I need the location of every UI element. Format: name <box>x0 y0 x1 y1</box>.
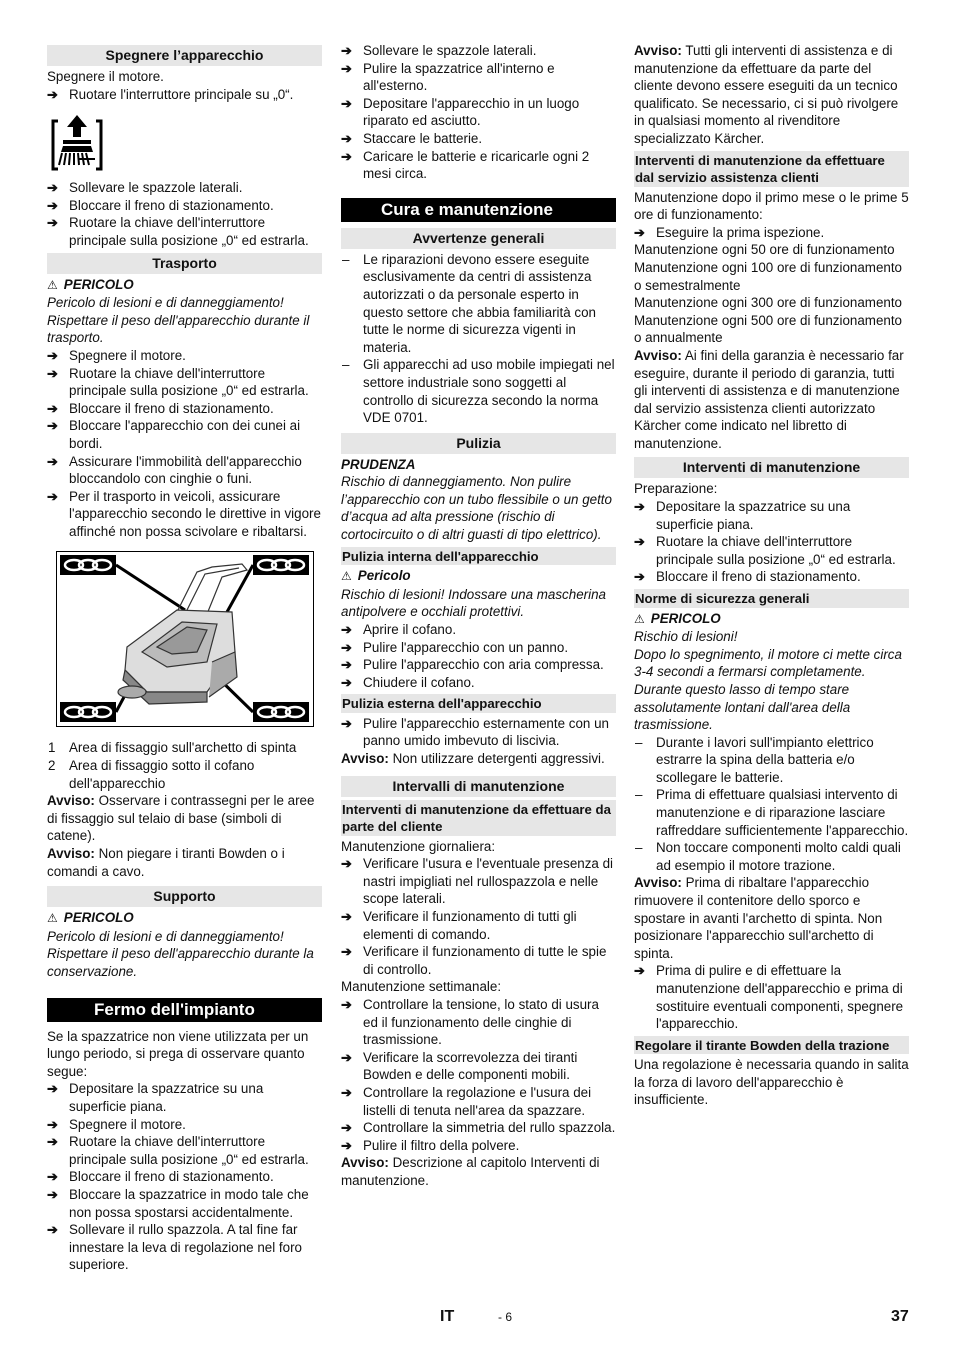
column-3 <box>634 42 909 1109</box>
instruction: ➔ Bloccare l'apparecchio con dei cunei ai bordi. <box>47 417 322 452</box>
list-item: – Durante i lavori sull'impianto elettrico estrarre la spina della batteria e/o scollegare le batterie. <box>634 734 909 787</box>
warning-text: Rischio di lesioni! <box>634 629 738 645</box>
instruction: ➔ Spegnere il motore. <box>47 347 322 365</box>
instruction: ➔ Sollevare le spazzole laterali. <box>47 179 322 197</box>
chain-icon <box>60 555 116 575</box>
danger-warning: ⚠ PERICOLO <box>634 610 721 626</box>
instruction: ➔ Verificare il funzionamento di tutti gli elementi di comando. <box>341 908 616 943</box>
instruction: ➔ Verificare il funzionamento di tutte le spie di controllo. <box>341 943 616 978</box>
text: Manutenzione ogni 50 ore di funzionamento <box>634 242 895 258</box>
warning-triangle-icon: ⚠ <box>47 277 58 292</box>
warning-text: Rischio di danneggiamento. Non pulire l’apparecchio con un tubo flessibile o un getto d’acqua ad alta pressione (rischio di cortocircuito o di altri guasti di tipo elettrico). <box>341 474 612 543</box>
note: Avviso: Descrizione al capitolo Interventi di manutenzione. <box>341 1155 600 1188</box>
raise-brush-icon <box>49 113 105 175</box>
instruction: ➔ Ruotare la chiave dell'interruttore principale sulla posizione „0“ ed estrarla. <box>47 1133 322 1168</box>
instruction: ➔ Bloccare il freno di stazionamento. <box>47 400 322 418</box>
sweeper-tie-down-figure <box>56 551 314 727</box>
text: Spegnere il motore. <box>47 69 164 84</box>
footer-language: IT <box>440 1308 455 1325</box>
subsection-heading: Regolare il tirante Bowden della trazione <box>634 1036 909 1055</box>
warning-text: Dopo lo spegnimento, il motore ci mette circa 3-4 secondi a fermarsi completamente. Durante questo lasso di tempo stare assolutamente lontani dall'area della trasmissione. <box>634 646 902 733</box>
instruction: ➔ Eseguire la prima ispezione. <box>634 224 909 242</box>
section-heading: Pulizia <box>341 433 616 454</box>
subsection-heading: Pulizia esterna dell'apparecchio <box>341 694 616 713</box>
section-heading: Interventi di manutenzione <box>634 457 909 478</box>
chain-icon <box>60 702 116 722</box>
instruction: ➔ Verificare la scorrevolezza dei tiranti Bowden e delle componenti mobili. <box>341 1049 616 1084</box>
instruction: ➔ Chiudere il cofano. <box>341 674 616 692</box>
warning-text: Pericolo di lesioni e di danneggiamento! Rispettare il peso dell'apparecchio durante la conservazione. <box>47 928 314 979</box>
instruction: ➔ Depositare la spazzatrice su una superficie piana. <box>634 498 909 533</box>
section-heading: Supporto <box>47 886 322 907</box>
text: Manutenzione ogni 300 ore di funzionamento <box>634 295 903 311</box>
instruction: ➔ Aprire il cofano. <box>341 621 616 639</box>
instruction: ➔ Bloccare il freno di stazionamento. <box>634 568 909 586</box>
figure-legend-item: 1 Area di fissaggio sull'archetto di spinta <box>48 740 297 756</box>
instruction: ➔ Assicurare l'immobilità dell'apparecchio bloccandolo con cinghie o funi. <box>47 453 322 488</box>
instruction: ➔ Controllare la tensione, lo stato di usura ed il funzionamento delle cinghie di trasmissione. <box>341 996 616 1049</box>
note: Avviso: Tutti gli interventi di assistenza e di manutenzione da effettuare da parte del cliente devono essere eseguiti da un tecnico qualificato. Se necessario, ci si può rivolgere in qualsiasi momento al rivenditore specializzato Kärcher. <box>634 43 899 146</box>
danger-warning: ⚠ PERICOLO <box>47 910 134 926</box>
instruction: ➔ Pulire l'apparecchio esternamente con un panno umido imbevuto di liscivia. <box>341 715 616 750</box>
instruction: ➔ Pulire la spazzatrice all'interno e all'esterno. <box>341 60 616 95</box>
warning-text: Rischio di lesioni! Indossare una mascherina antipolvere e occhiali protettivi. <box>341 586 606 620</box>
instruction: ➔ Caricare le batterie e ricaricarle ogni 2 mesi circa. <box>341 148 616 183</box>
text: Una regolazione è necessaria quando in salita la forza di lavoro dell'apparecchio è insufficiente. <box>634 1057 909 1108</box>
column-1 <box>47 42 322 1274</box>
note: Avviso: Osservare i contrassegni per le aree di fissaggio sul telaio di base (simboli di catene). <box>47 793 315 844</box>
list-item: – Prima di effettuare qualsiasi intervento di manutenzione e di riparazione lasciare raffreddare sufficientemente l'apparecchio. <box>634 786 909 839</box>
text: Manutenzione settimanale: <box>341 979 502 995</box>
instruction: ➔ Controllare la simmetria del rullo spazzola. <box>341 1119 616 1137</box>
instruction: ➔ Staccare le batterie. <box>341 130 616 148</box>
instruction: ➔ Ruotare la chiave dell'interruttore principale sulla posizione „0“ ed estrarla. <box>634 533 909 568</box>
subsection-heading: Interventi di manutenzione da effettuare da parte del cliente <box>341 800 616 836</box>
instruction: ➔ Prima di pulire e di effettuare la manutenzione dell'apparecchio e prima di sostituire eventuali componenti, spegnere l'apparecchio. <box>634 962 909 1032</box>
chain-icon <box>253 555 309 575</box>
instruction: ➔ Verificare l'usura e l'eventuale presenza di nastri impigliati nel rullospazzola e nelle scope laterali. <box>341 855 616 908</box>
subsection-heading: Norme di sicurezza generali <box>634 589 909 608</box>
warning-triangle-icon: ⚠ <box>634 611 645 626</box>
warning-triangle-icon: ⚠ <box>341 569 352 584</box>
warning-triangle-icon: ⚠ <box>47 911 58 926</box>
instruction: ➔ Pulire il filtro della polvere. <box>341 1137 616 1155</box>
instruction: ➔ Bloccare il freno di stazionamento. <box>47 197 322 215</box>
list-item: – Le riparazioni devono essere eseguite esclusivamente da centri di assistenza autorizzati o da personale esperto in questo settore che abbia familiarità con tutte le norme di sicurezza vigenti in materia. <box>341 251 616 357</box>
footer-section-page: - 6 <box>498 1310 513 1324</box>
instruction: ➔ Controllare la regolazione e l'usura dei listelli di tenuta nell'area da spazzare. <box>341 1084 616 1119</box>
section-heading: Intervalli di manutenzione <box>341 776 616 797</box>
caution-warning: PRUDENZA <box>341 456 416 472</box>
note: Avviso: Prima di ribaltare l'apparecchio rimuovere il contenitore dello sporco e spostare in avanti l'archetto di spinta. Non posizionare l'apparecchio sull'archetto di spinta. <box>634 875 883 961</box>
note: Avviso: Ai fini della garanzia è necessario far eseguire, durante il periodo di garanzia, tutti gli interventi di assistenza e di manutenzione dal servizio assistenza clienti autorizzato Kärcher come indicato nel libretto di manutenzione. <box>634 347 904 451</box>
instruction: ➔ Pulire l'apparecchio con aria compressa. <box>341 656 616 674</box>
danger-warning: ⚠ Pericolo <box>341 568 411 584</box>
instruction: ➔ Depositare l'apparecchio in un luogo riparato ed asciutto. <box>341 95 616 130</box>
text: Manutenzione ogni 500 ore di funzionamento o annualmente <box>634 312 903 346</box>
text: Manutenzione giornaliera: <box>341 838 496 854</box>
column-2 <box>341 42 616 1189</box>
list-item: – Gli apparecchi ad uso mobile impiegati nel settore industriale sono soggetti al controllo di sicurezza secondo la norma VDE 0701. <box>341 356 616 426</box>
section-heading: Trasporto <box>47 253 322 274</box>
text: Preparazione: <box>634 481 718 497</box>
instruction: ➔ Bloccare la spazzatrice in modo tale che non possa spostarsi accidentalmente. <box>47 1186 322 1221</box>
subsection-heading: Pulizia interna dell'apparecchio <box>341 547 616 566</box>
subsection-heading: Interventi di manutenzione da effettuare dal servizio assistenza clienti <box>634 151 909 187</box>
instruction: ➔ Ruotare la chiave dell'interruttore principale sulla posizione „0“ ed estrarla. <box>47 214 322 249</box>
instruction: ➔ Ruotare la chiave dell'interruttore principale sulla posizione „0“ ed estrarla. <box>47 365 322 400</box>
note: Avviso: Non piegare i tiranti Bowden o i comandi a cavo. <box>47 846 285 879</box>
instruction: ➔ Spegnere il motore. <box>47 1116 322 1134</box>
warning-text: Pericolo di lesioni e di danneggiamento! Rispettare il peso dell'apparecchio durante il trasporto. <box>47 295 310 346</box>
text: Manutenzione dopo il primo mese o le prime 5 ore di funzionamento: <box>634 189 909 223</box>
figure-legend-item: 2 Area di fissaggio sotto il cofano dell'apparecchio <box>48 758 255 791</box>
section-heading: Avvertenze generali <box>341 228 616 249</box>
list-item: – Non toccare componenti molto caldi quali ad esempio il motore trazione. <box>634 839 909 874</box>
note: Avviso: Non utilizzare detergenti aggressivi. <box>341 751 605 766</box>
instruction: ➔ Bloccare il freno di stazionamento. <box>47 1168 322 1186</box>
page-number: 37 <box>891 1308 909 1325</box>
chain-icon <box>253 702 309 722</box>
text: Manutenzione ogni 100 ore di funzionamento o semestralmente <box>634 259 903 293</box>
instruction: ➔ Sollevare il rullo spazzola. A tal fine far innestare la leva di regolazione nel foro superiore. <box>47 1221 322 1274</box>
chapter-heading: Fermo dell'impianto <box>47 998 322 1022</box>
instruction: ➔ Per il trasporto in veicoli, assicurare l'apparecchio secondo le direttive in vigore affinché non possa scivolare e ribaltarsi. <box>47 488 322 541</box>
instruction: ➔ Depositare la spazzatrice su una superficie piana. <box>47 1080 322 1115</box>
instruction: ➔ Pulire l'apparecchio con un panno. <box>341 639 616 657</box>
section-heading: Spegnere l’apparecchio <box>47 45 322 66</box>
chapter-heading: Cura e manutenzione <box>341 198 616 222</box>
instruction: ➔ Ruotare l'interruttore principale su „0“. <box>47 86 322 104</box>
instruction: ➔ Sollevare le spazzole laterali. <box>341 42 616 60</box>
text: Se la spazzatrice non viene utilizzata per un lungo periodo, si prega di osservare quanto segue: <box>47 1028 309 1079</box>
danger-warning: ⚠ PERICOLO <box>47 276 134 292</box>
